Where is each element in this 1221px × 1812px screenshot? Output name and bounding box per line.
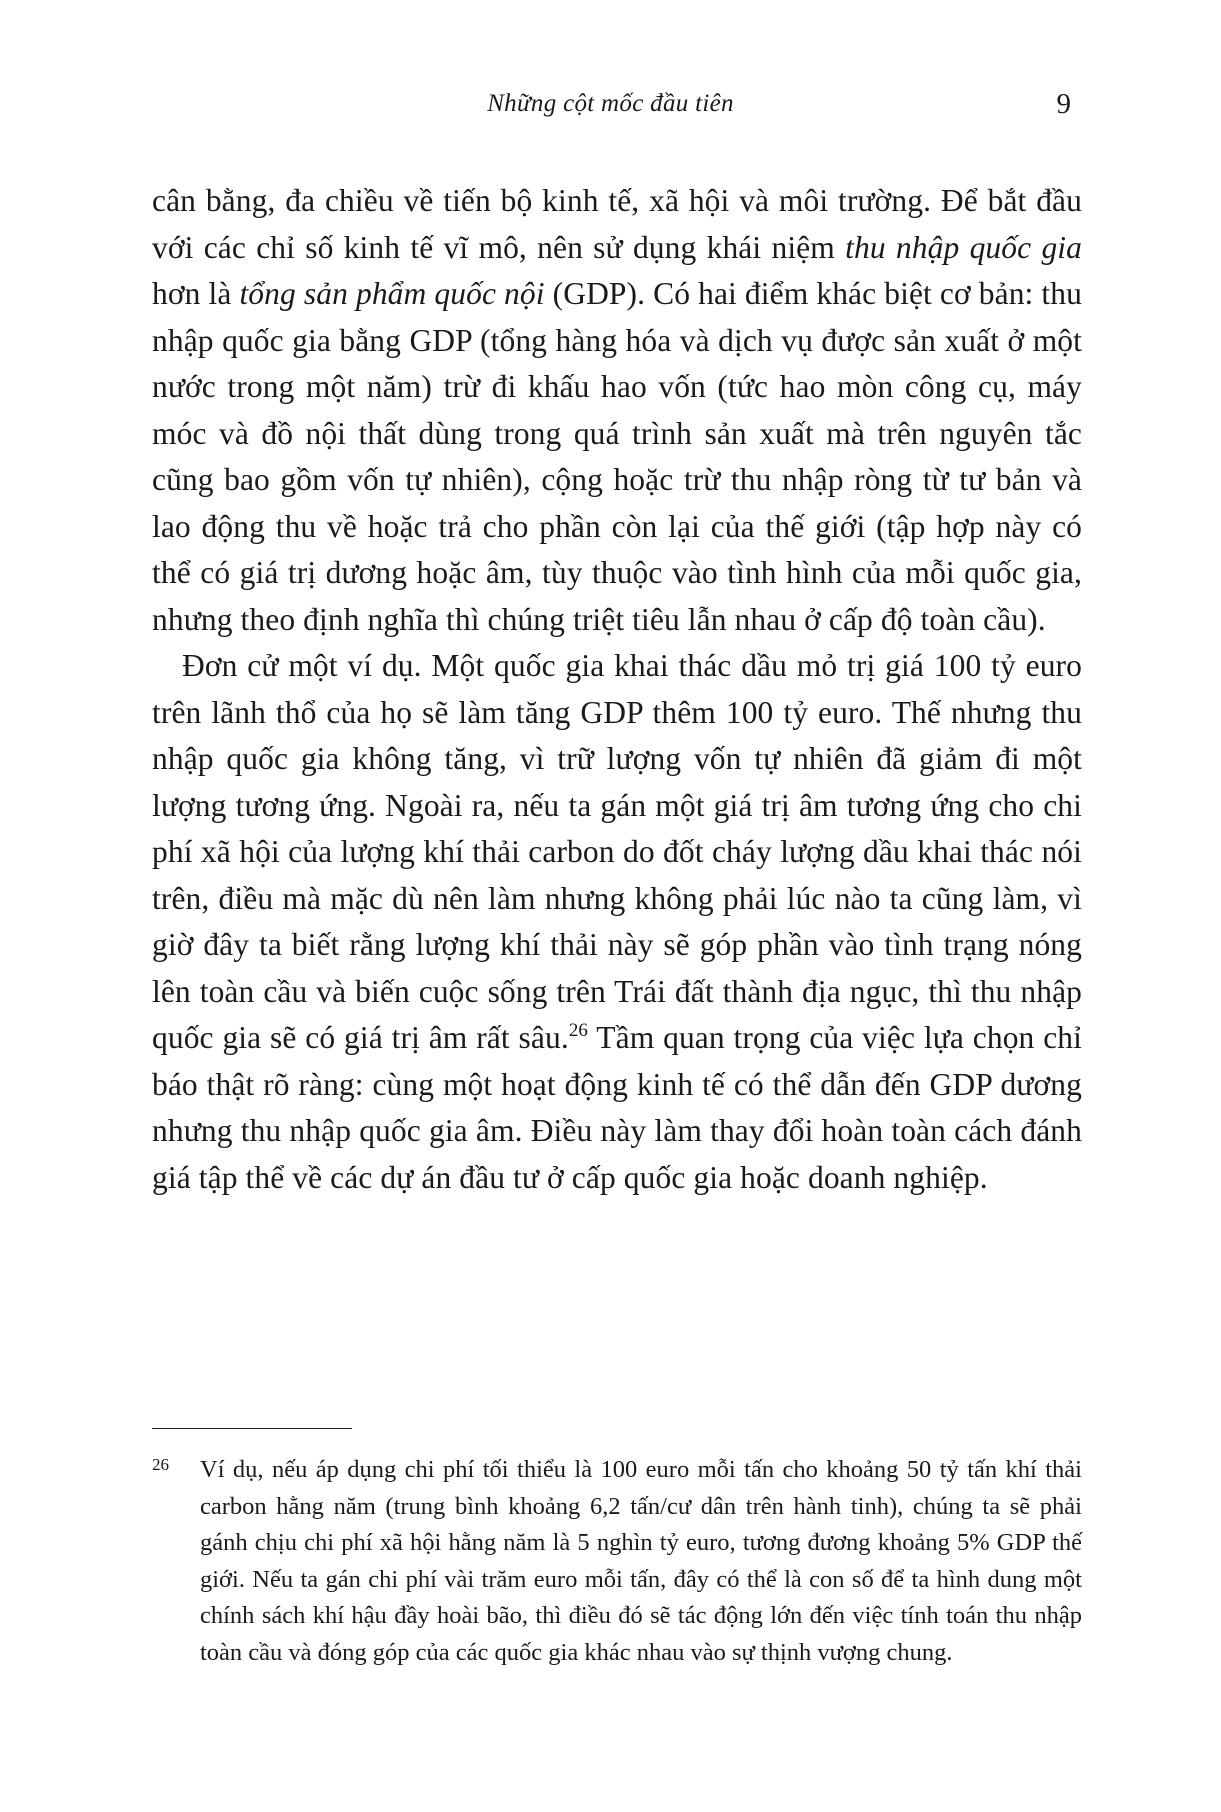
footnote-reference[interactable]: 26 xyxy=(568,1020,589,1041)
term-national-income: thu nhập quốc gia xyxy=(845,229,1083,265)
page-number: 9 xyxy=(1056,88,1071,120)
body-text xyxy=(152,178,1082,1201)
footnote-number: 26 xyxy=(152,1455,169,1474)
footnote-text: Ví dụ, nếu áp dụng chi phí tối thiểu là 100 euro mỗi tấn cho khoảng 50 tỷ tấn khí thải carbon hằng năm (trung bình khoảng 6,2 tấn/cư dân trên hành tinh), chúng ta sẽ phải gánh chịu chi phí xã hội hằng năm là 5 nghìn tỷ euro, tương đương khoảng 5% GDP thế giới. Nếu ta gán chi phí vài trăm euro mỗi tấn, đây có thể là con số để ta hình dung một chính sách khí hậu đầy hoài bão, thì điều đó sẽ tác động lớn đến việc tính toán thu nhập toàn cầu và đóng góp của các quốc gia khác nhau vào sự thịnh vượng chung. xyxy=(200,1456,1082,1666)
footnote-divider xyxy=(152,1428,352,1429)
term-gdp: tổng sản phẩm quốc nội xyxy=(239,276,545,311)
paragraph-2-text-b: Tầm quan trọng của việc lựa chọn chỉ báo thật rõ ràng: cùng một hoạt động kinh tế có thể dẫn đến GDP dương nhưng thu nhập quốc gia âm. Điều này làm thay đổi hoàn toàn cách đánh giá tập thể về các dự án đầu tư ở cấp quốc gia hoặc doanh nghiệp. xyxy=(152,1020,1082,1195)
paragraph-1 xyxy=(152,178,1082,643)
running-header xyxy=(0,84,1221,124)
paragraph-1-text-c: hơn là xyxy=(152,276,240,311)
paragraph-2 xyxy=(152,643,1082,1201)
footnote xyxy=(152,1452,1082,1671)
paragraph-1-text-e: (GDP). Có hai điểm khác biệt cơ bản: thu nhập quốc gia bằng GDP (tổng hàng hóa và dịch vụ được sản xuất ở một nước trong một năm) trừ đi khấu hao vốn (tức hao mòn công cụ, máy móc và đồ nội thất dùng trong quá trình sản xuất mà trên nguyên tắc cũng bao gồm vốn tự nhiên), cộng hoặc trừ thu nhập ròng từ tư bản và lao động thu về hoặc trả cho phần còn lại của thế giới (tập hợp này có thể có giá trị dương hoặc âm, tùy thuộc vào tình hình của mỗi quốc gia, nhưng theo định nghĩa thì chúng triệt tiêu lẫn nhau ở cấp độ toàn cầu). xyxy=(152,276,1082,637)
running-title: Những cột mốc đầu tiên xyxy=(487,90,734,117)
paragraph-1-text-a: cân bằng, đa chiều về tiến bộ kinh tế, xã hội và môi trường. Để bắt đầu với các chỉ số kinh tế vĩ mô, nên sử dụng khái niệm xyxy=(152,183,1082,265)
paragraph-2-text-a: Đơn cử một ví dụ. Một quốc gia khai thác dầu mỏ trị giá 100 tỷ euro trên lãnh thổ của họ sẽ làm tăng GDP thêm 100 tỷ euro. Thế nhưng thu nhập quốc gia không tăng, vì trữ lượng vốn tự nhiên đã giảm đi một lượng tương ứng. Ngoài ra, nếu ta gán một giá trị âm tương ứng cho chi phí xã hội của lượng khí thải carbon do đốt cháy lượng dầu khai thác nói trên, điều mà mặc dù nên làm nhưng không phải lúc nào ta cũng làm, vì giờ đây ta biết rằng lượng khí thải này sẽ góp phần vào tình trạng nóng lên toàn cầu và biến cuộc sống trên Trái đất thành địa ngục, thì thu nhập quốc gia sẽ có giá trị âm rất sâu. xyxy=(152,648,1082,1055)
